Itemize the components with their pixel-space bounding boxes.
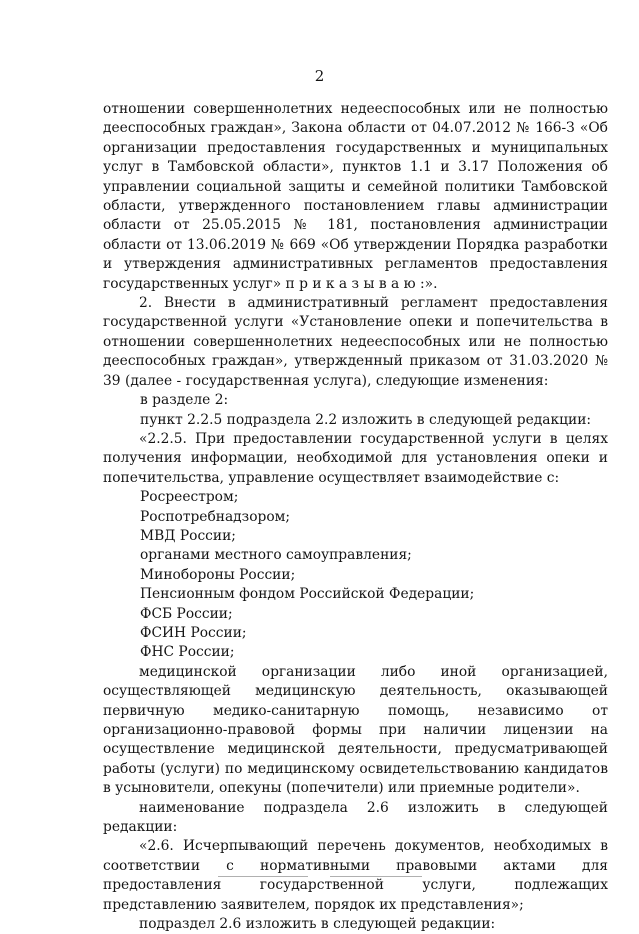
- paragraph: наименование подраздела 2.6 изложить в следующей редакции:: [103, 799, 608, 836]
- paragraph: «2.2.5. При предоставлении государственной услуги в целях получения информации, необходимой для установления опеки и попечительства, управление осуществляет взаимодействие с:: [103, 430, 608, 486]
- document-body: [103, 100, 608, 934]
- paragraph: «2.6. Исчерпывающий перечень документов, необходимых в соответствии с нормативными правовыми актами для предоставления государственной услуги, подлежащих представлению заявителем, порядок их представления»;: [103, 838, 608, 913]
- paragraph: в разделе 2:: [140, 392, 229, 409]
- paragraph: ФСБ России;: [140, 605, 233, 622]
- paragraph: Роспотребнадзором;: [140, 508, 291, 525]
- paragraph: Росреестром;: [140, 489, 239, 506]
- paragraph: Минобороны России;: [140, 566, 296, 583]
- paragraph: МВД России;: [140, 527, 236, 544]
- paragraph: Пенсионным фондом Российской Федерации;: [140, 586, 475, 603]
- paragraph: 2. Внести в административный регламент предоставления государственной услуги «Установление опеки и попечительства в отношении совершеннолетних недееспособных или не полностью дееспособных граждан», утвержденный приказом от 31.03.2020 № 39 (далее - государственная услуга), следующие изменения:: [103, 295, 608, 389]
- footer-rule: [330, 876, 422, 877]
- paragraph: подраздел 2.6 изложить в следующей редакции:: [139, 916, 496, 933]
- paragraph: ФСИН России;: [140, 624, 247, 641]
- paragraph: отношении совершеннолетних недееспособных или не полностью дееспособных граждан», Закона области от 04.07.2012 № 166-З «Об организации предоставления государственных и муниципальных услуг в Тамбовской области», пунктов 1.1 и 3.17 Положения об управлении социальной защиты и семейной политики Тамбовской области, утвержденного постановлением главы администрации области от 25.05.2015 № 181, постановления администрации области от 13.06.2019 № 669 «Об утверждении Порядка разработки и утверждения административных регламентов предоставления государственных услуг» п р и к а з ы в а ю :».: [103, 101, 608, 292]
- page-number: 2: [314, 67, 325, 85]
- paragraph: пункт 2.2.5 подраздела 2.2 изложить в следующей редакции:: [140, 411, 592, 428]
- paragraph: ФНС России;: [140, 644, 235, 661]
- paragraph: органами местного самоуправления;: [140, 547, 412, 564]
- paragraph: медицинской организации либо иной организацией, осуществляющей медицинскую деятельность, оказывающей первичную медико-санитарную помощь, независимо от организационно-правовой формы при наличии лицензии на осуществление медицинской деятельности, предусматривающей работы (услуги) по медицинскому освидетельствованию кандидатов в усыновители, опекуны (попечители) или приемные родители».: [103, 663, 608, 797]
- footer-rule: [218, 876, 308, 877]
